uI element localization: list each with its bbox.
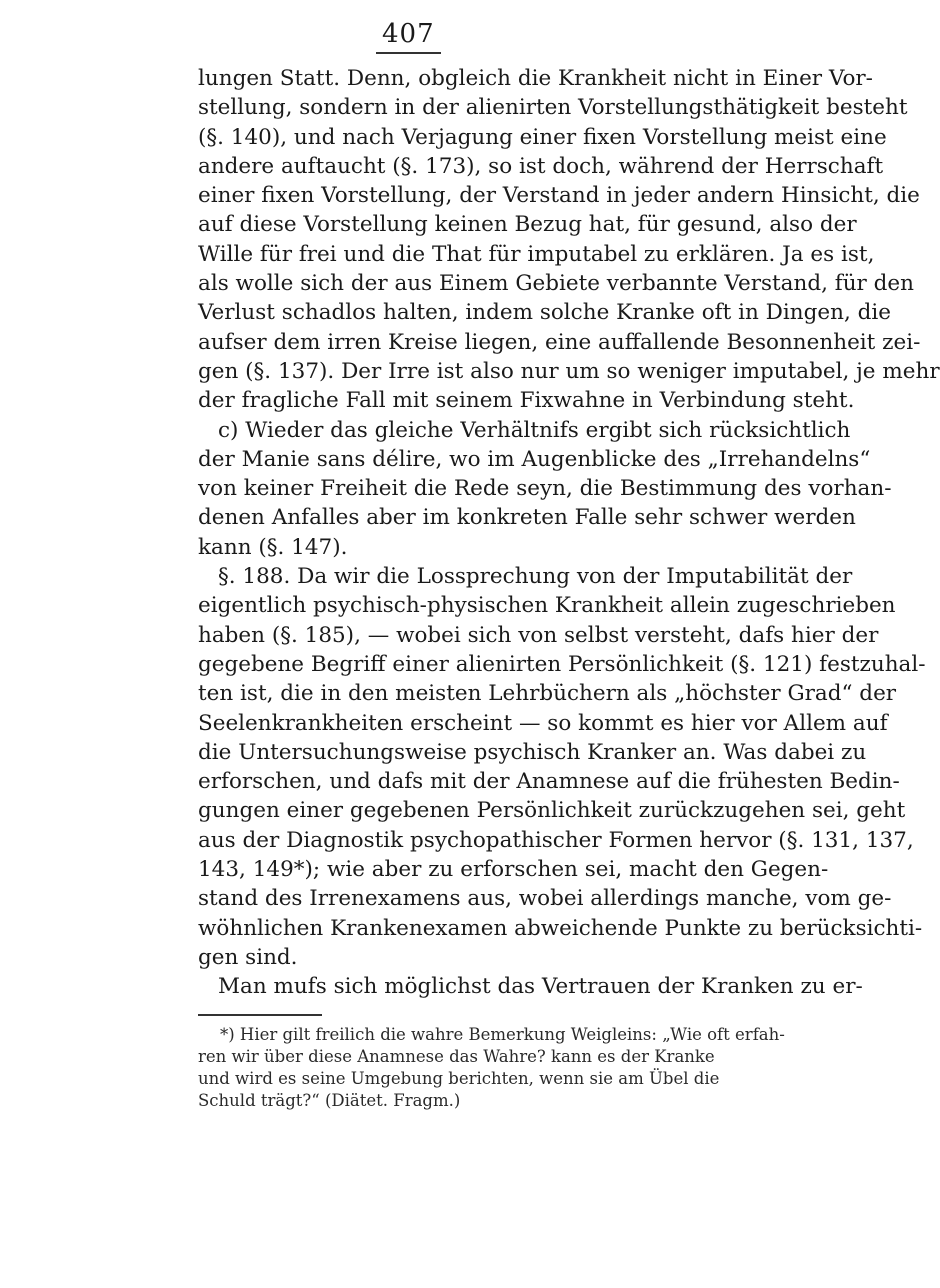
text-line: lungen Statt. Denn, obgleich die Krankheit nicht in Einer Vor- — [198, 66, 873, 91]
text-line: §. 188. Da wir die Lossprechung von der Imputabilität der — [218, 564, 853, 590]
text-line: gegebene Begriff einer alienirten Persönlichkeit (§. 121) festzuhal- — [198, 651, 926, 677]
text-line: als wolle sich der aus Einem Gebiete verbannte Verstand, für den — [198, 271, 914, 297]
footnote-line: und wird es seine Umgebung berichten, wenn sie am Übel die — [198, 1069, 720, 1088]
footnote-divider — [198, 1014, 322, 1016]
text-line: haben (§. 185), — wobei sich von selbst versteht, dafs hier der — [198, 622, 879, 648]
text-line: Wille für frei und die That für imputabel zu erklären. Ja es ist, — [198, 241, 875, 267]
text-line: eigentlich psychisch-physischen Krankheit allein zugeschrieben — [198, 593, 896, 619]
footnote-line: ren wir über diese Anamnese das Wahre? kann es der Kranke — [198, 1047, 715, 1066]
text-line: stellung, sondern in der alienirten Vorstellungsthätigkeit besteht — [198, 95, 908, 121]
text-line: gen sind. — [198, 944, 298, 970]
text-line: Man mufs sich möglichst das Vertrauen der Kranken zu er- — [218, 974, 863, 1000]
text-line: kann (§. 147). — [198, 534, 348, 560]
text-line: die Untersuchungsweise psychisch Kranker an. Was dabei zu — [198, 739, 867, 765]
footnote-line: Schuld trägt?“ (Diätet. Fragm.) — [198, 1091, 461, 1110]
text-line: der Manie sans délire, wo im Augenblicke des „Irrehandelns“ — [198, 446, 871, 472]
footnote-line: *) Hier gilt freilich die wahre Bemerkung Weigleins: „Wie oft erfah- — [220, 1025, 785, 1044]
text-line: Seelenkrankheiten erscheint — so kommt es hier vor Allem auf — [198, 710, 888, 736]
text-line: der fragliche Fall mit seinem Fixwahne in Verbindung steht. — [198, 388, 855, 414]
text-line: stand des Irrenexamens aus, wobei allerdings manche, vom ge- — [198, 886, 892, 912]
body-text — [198, 64, 940, 1002]
text-line: gen (§. 137). Der Irre ist also nur um so weniger imputabel, je mehr — [198, 358, 940, 384]
text-line: andere auftaucht (§. 173), so ist doch, während der Herrschaft — [198, 153, 884, 179]
text-line: einer fixen Vorstellung, der Verstand in jeder andern Hinsicht, die — [198, 183, 920, 209]
footnote — [198, 1024, 785, 1112]
text-line: erforschen, und dafs mit der Anamnese auf die frühesten Bedin- — [198, 769, 900, 795]
text-line: ten ist, die in den meisten Lehrbüchern als „höchster Grad“ der — [198, 681, 897, 707]
text-line: wöhnlichen Krankenexamen abweichende Punkte zu berücksichti- — [198, 915, 923, 941]
page-number: 407 — [376, 20, 441, 54]
text-line: c) Wieder das gleiche Verhältnifs ergibt sich rücksichtlich — [218, 417, 851, 443]
text-line: gungen einer gegebenen Persönlichkeit zurückzugehen sei, geht — [198, 798, 906, 824]
text-line: aufser dem irren Kreise liegen, eine auffallende Besonnenheit zei- — [198, 329, 921, 355]
text-line: von keiner Freiheit die Rede seyn, die Bestimmung des vorhan- — [198, 476, 892, 502]
text-line: auf diese Vorstellung keinen Bezug hat, für gesund, also der — [198, 212, 857, 238]
text-line: aus der Diagnostik psychopathischer Formen hervor (§. 131, 137, — [198, 827, 914, 853]
text-line: (§. 140), und nach Verjagung einer fixen Vorstellung meist eine — [198, 124, 887, 150]
text-line: 143, 149*); wie aber zu erforschen sei, macht den Gegen- — [198, 857, 829, 883]
text-line: denen Anfalles aber im konkreten Falle sehr schwer werden — [198, 505, 856, 531]
text-line: Verlust schadlos halten, indem solche Kranke oft in Dingen, die — [198, 300, 891, 326]
